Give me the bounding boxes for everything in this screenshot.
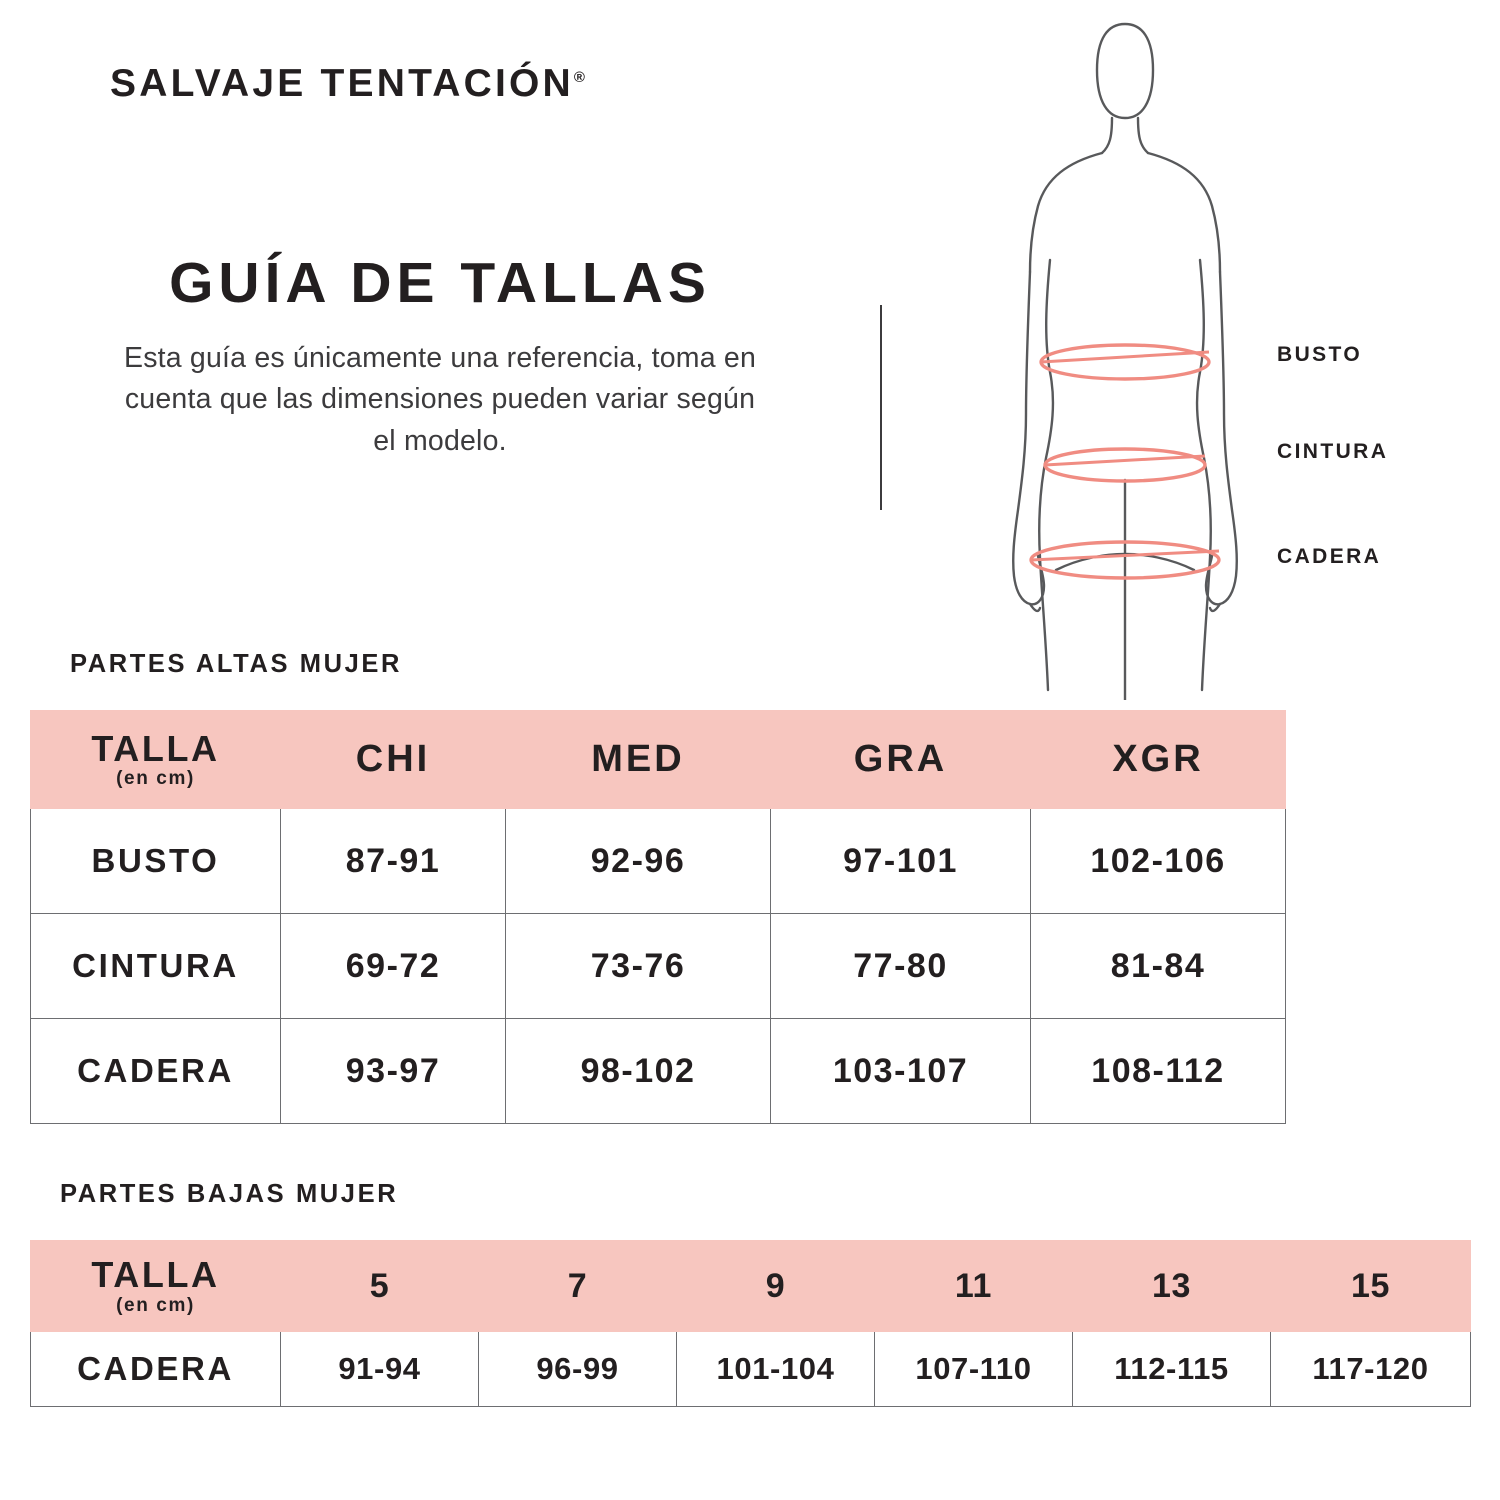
figure-label-hip: CADERA [1277,545,1382,568]
cell-cadera-xgr: 108-112 [1031,1019,1286,1124]
table-header-row [31,1241,1471,1332]
cell-cintura-gra: 77-80 [771,914,1031,1019]
unit-note: (en cm) [116,1294,195,1316]
cell-cadera-9: 101-104 [677,1332,875,1407]
table-header-row [31,711,1286,809]
trademark-symbol: ® [573,69,585,86]
table-header-cell-9: 9 [677,1241,875,1332]
row-label-busto: BUSTO [31,809,281,914]
table-header-cell-11: 11 [875,1241,1073,1332]
cell-cadera-gra: 103-107 [771,1019,1031,1124]
section-title-bottoms: PARTES BAJAS MUJER [60,1180,399,1208]
cell-cintura-med: 73-76 [506,914,771,1019]
table-header-cell-gra: GRA [771,711,1031,809]
talla-label: TALLA [91,727,220,769]
cell-busto-gra: 97-101 [771,809,1031,914]
cell-cadera-5: 91-94 [281,1332,479,1407]
talla-label: TALLA [91,1254,220,1296]
row-label-cintura: CINTURA [31,914,281,1019]
brand-name: SALVAJE TENTACIÓN [110,62,574,105]
table-row [31,1019,1286,1124]
table-header-cell-13: 13 [1073,1241,1271,1332]
table-header-cell-chi: CHI [281,711,506,809]
cell-cintura-chi: 69-72 [281,914,506,1019]
cell-cintura-xgr: 81-84 [1031,914,1286,1019]
cell-cadera-chi: 93-97 [281,1019,506,1124]
row-label-cadera: CADERA [31,1332,281,1407]
cell-busto-chi: 87-91 [281,809,506,914]
table-header-cell-5: 5 [281,1241,479,1332]
table-header-cell-7: 7 [479,1241,677,1332]
cell-cadera-11: 107-110 [875,1332,1073,1407]
cell-cadera-13: 112-115 [1073,1332,1271,1407]
cell-cadera-med: 98-102 [506,1019,771,1124]
unit-note: (en cm) [116,768,195,790]
size-table-tops [30,710,1286,1124]
brand-logo [110,62,585,106]
vertical-divider [880,305,882,510]
figure-label-bust: BUSTO [1277,343,1363,366]
table-header-cell-med: MED [506,711,771,809]
cell-busto-xgr: 102-106 [1031,809,1286,914]
section-title-tops: PARTES ALTAS MUJER [70,650,403,678]
table-header-cell-xgr: XGR [1031,711,1286,809]
cell-busto-med: 92-96 [506,809,771,914]
body-figure-illustration [960,10,1290,700]
table-row [31,809,1286,914]
table-row [31,914,1286,1019]
header-block [60,250,820,462]
table-header-cell-talla [31,1241,281,1332]
table-header-cell-talla [31,711,281,809]
cell-cadera-15: 117-120 [1271,1332,1471,1407]
row-label-cadera: CADERA [31,1019,281,1124]
table-row [31,1332,1471,1407]
cell-cadera-7: 96-99 [479,1332,677,1407]
intro-text: Esta guía es únicamente una referencia, toma en cuenta que las dimensiones pueden variar según el modelo. [123,342,757,457]
table-header-cell-15: 15 [1271,1241,1471,1332]
page-title: GUÍA DE TALLAS [169,251,711,315]
figure-label-waist: CINTURA [1277,440,1389,463]
size-table-bottoms [30,1240,1471,1407]
